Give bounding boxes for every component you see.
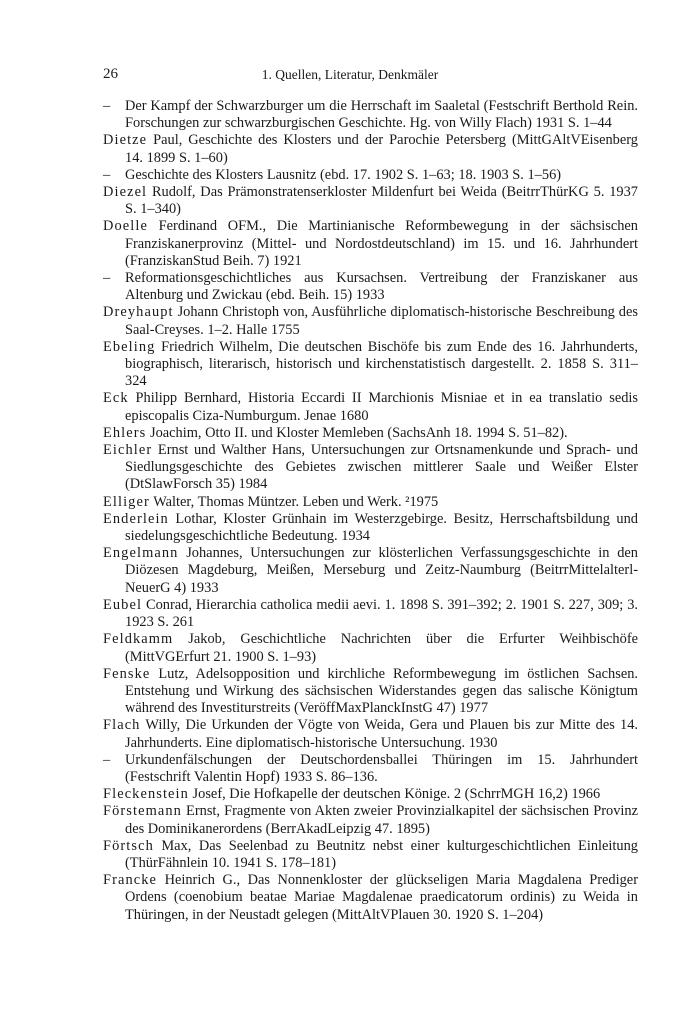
bibliography-entry xyxy=(103,167,638,184)
bibliography-entry xyxy=(103,631,638,665)
entry-author: Dietze xyxy=(103,132,148,149)
bibliography-entry xyxy=(103,717,638,751)
bibliography-entry xyxy=(103,872,638,924)
entry-text: Lutz, Adelsopposition und kirchliche Reformbewegung im östlichen Sachsen. Entstehung und Wirkung des sächsischen Widerstandes gegen das salische Königtum während des Investiturstreits (VeröffMaxPlanckInstG 47) 1977 xyxy=(125,665,638,717)
entry-text: Ferdinand OFM., Die Martinianische Reformbewegung in der sächsischen Franziskanerprovinz (Mittel- und Nordostdeutschland) im 15. und 16. Jahrhundert (FranziskanStud Beih. 7) 1921 xyxy=(125,218,638,269)
bibliography-entry xyxy=(103,803,638,837)
entry-text: Josef, Die Hofkapelle der deutschen Könige. 2 (SchrrMGH 16,2) 1966 xyxy=(188,786,601,803)
entry-text: Ernst, Fragmente von Akten zweier Provinzialkapitel der sächsischen Provinz des Dominikanerordens (BerrAkadLeipzig 47. 1895) xyxy=(125,803,638,837)
bibliography-list xyxy=(103,98,638,924)
bibliography-entry xyxy=(103,494,638,511)
entry-text: Max, Das Seelenbad zu Beutnitz nebst einer kulturgeschichtlichen Einleitung (ThürFähnlein 10. 1941 S. 178–181) xyxy=(125,837,638,871)
bibliography-entry xyxy=(103,752,638,786)
bibliography-entry xyxy=(103,442,638,494)
entry-text: Friedrich Wilhelm, Die deutschen Bischöfe bis zum Ende des 16. Jahrhunderts, biographisch, literarisch, historisch und kirchenstatistisch dargestellt. 2. 1858 S. 311–324 xyxy=(125,338,638,390)
entry-author: Doelle xyxy=(103,218,148,235)
entry-text: Urkundenfälschungen der Deutschordensballei Thüringen im 15. Jahrhundert (Festschrift Valentin Hopf) 1933 S. 86–136. xyxy=(125,751,638,785)
entry-text: Rudolf, Das Prämonstratenserkloster Mildenfurt bei Weida (BeitrrThürKG 5. 1937 S. 1–340) xyxy=(125,184,638,218)
bibliography-entry xyxy=(103,218,638,270)
entry-author: Diezel xyxy=(103,184,148,201)
bibliography-entry xyxy=(103,304,638,338)
entry-author: Flach xyxy=(103,717,141,734)
bibliography-entry xyxy=(103,511,638,545)
entry-text: Jakob, Geschichtliche Nachrichten über die Erfurter Weihbischöfe (MittVGErfurt 21. 1900 S. 1–93) xyxy=(125,631,638,665)
bibliography-entry xyxy=(103,339,638,391)
entry-author: Förstemann xyxy=(103,803,182,820)
entry-text: Geschichte des Klosters Lausnitz (ebd. 17. 1902 S. 1–63; 18. 1903 S. 1–56) xyxy=(125,166,562,183)
entry-author: Eck xyxy=(103,390,129,407)
bibliography-entry xyxy=(103,425,638,442)
entry-text: Lothar, Kloster Grünhain im Westerzgebirge. Besitz, Herrschaftsbildung und siedelungsgeschichtliche Bedeutung. 1934 xyxy=(125,510,638,545)
entry-text: Willy, Die Urkunden der Vögte von Weida, Gera und Plauen bis zur Mitte des 14. Jahrhunderts. Eine diplomatisch-historische Untersuchung. 1930 xyxy=(125,717,638,751)
entry-author: Francke xyxy=(103,872,158,889)
entry-author: Eichler xyxy=(103,442,153,459)
entry-text: Joachim, Otto II. und Kloster Memleben (SachsAnh 18. 1994 S. 51–82). xyxy=(146,424,568,441)
entry-author: Eubel xyxy=(103,596,143,613)
entry-author: Feldkamm xyxy=(103,631,174,648)
bibliography-entry xyxy=(103,184,638,218)
continuation-dash: – xyxy=(103,751,111,768)
bibliography-entry xyxy=(103,545,638,597)
page-header xyxy=(0,66,700,86)
entry-text: Johannes, Untersuchungen zur klösterlichen Verfassungsgeschichte in den Diözesen Magdeburg, Meißen, Merseburg und Zeitz-Naumburg (BeitrrMittelalterl-NeuerG 4) 1933 xyxy=(125,545,638,596)
entry-author: Ehlers xyxy=(103,424,147,441)
page-number: 26 xyxy=(103,66,118,82)
entry-author: Engelmann xyxy=(103,545,179,562)
bibliography-entry xyxy=(103,838,638,872)
continuation-dash: – xyxy=(103,98,111,114)
bibliography-entry xyxy=(103,666,638,718)
entry-text: Der Kampf der Schwarzburger um die Herrschaft im Saaletal (Festschrift Berthold Rein. Forschungen zur schwarzburgischen Geschichte. Hg. von Willy Flach) 1931 S. 1–44 xyxy=(125,98,638,132)
bibliography-entry xyxy=(103,270,638,304)
bibliography-entry xyxy=(103,597,638,631)
entry-author: Elliger xyxy=(103,493,150,510)
entry-text: Conrad, Hierarchia catholica medii aevi. 1. 1898 S. 391–392; 2. 1901 S. 227, 309; 3. 1923 S. 261 xyxy=(125,596,638,631)
running-title: 1. Quellen, Literatur, Denkmäler xyxy=(261,67,439,82)
entry-author: Förtsch xyxy=(103,837,154,854)
bibliography-entry xyxy=(103,98,638,132)
entry-text: Heinrich G., Das Nonnenkloster der glückseligen Maria Magdalena Prediger Ordens (coenobium beatae Mariae Magdalenae praedicatorum ordinis) zu Weida in Thüringen, in der Neustadt gelegen (MittAltVPlauen 30. 1920 S. 1–204) xyxy=(125,872,638,923)
entry-text: Paul, Geschichte des Klosters und der Parochie Petersberg (MittGAltVEisenberg 14. 1899 S. 1–60) xyxy=(125,132,638,166)
entry-text: Walter, Thomas Müntzer. Leben und Werk. ²1975 xyxy=(149,493,439,510)
continuation-dash: – xyxy=(103,270,111,287)
entry-author: Fenske xyxy=(103,665,151,682)
entry-author: Dreyhaupt xyxy=(103,304,174,321)
entry-text: Ernst und Walther Hans, Untersuchungen zur Ortsnamenkunde und Sprach- und Siedlungsgeschichte des Gebietes zwischen mittlerer Saale und Weißer Elster (DtSlawForsch 35) 1984 xyxy=(125,442,638,493)
entry-text: Reformationsgeschichtliches aus Kursachsen. Vertreibung der Franziskaner aus Altenburg und Zwickau (ebd. Beih. 15) 1933 xyxy=(125,270,638,304)
bibliography-entry xyxy=(103,390,638,424)
entry-author: Enderlein xyxy=(103,510,169,527)
entry-text: Philipp Bernhard, Historia Eccardi II Marchionis Misniae et in ea translatio sedis episcopalis Ciza-Numburgum. Jenae 1680 xyxy=(125,390,638,424)
continuation-dash: – xyxy=(103,166,111,183)
bibliography-entry xyxy=(103,132,638,166)
entry-author: Fleckenstein xyxy=(103,786,189,803)
entry-text: Johann Christoph von, Ausführliche diplomatisch-historische Beschreibung des Saal-Creyses. 1–2. Halle 1755 xyxy=(125,304,638,338)
entry-author: Ebeling xyxy=(103,338,156,355)
bibliography-entry xyxy=(103,786,638,803)
